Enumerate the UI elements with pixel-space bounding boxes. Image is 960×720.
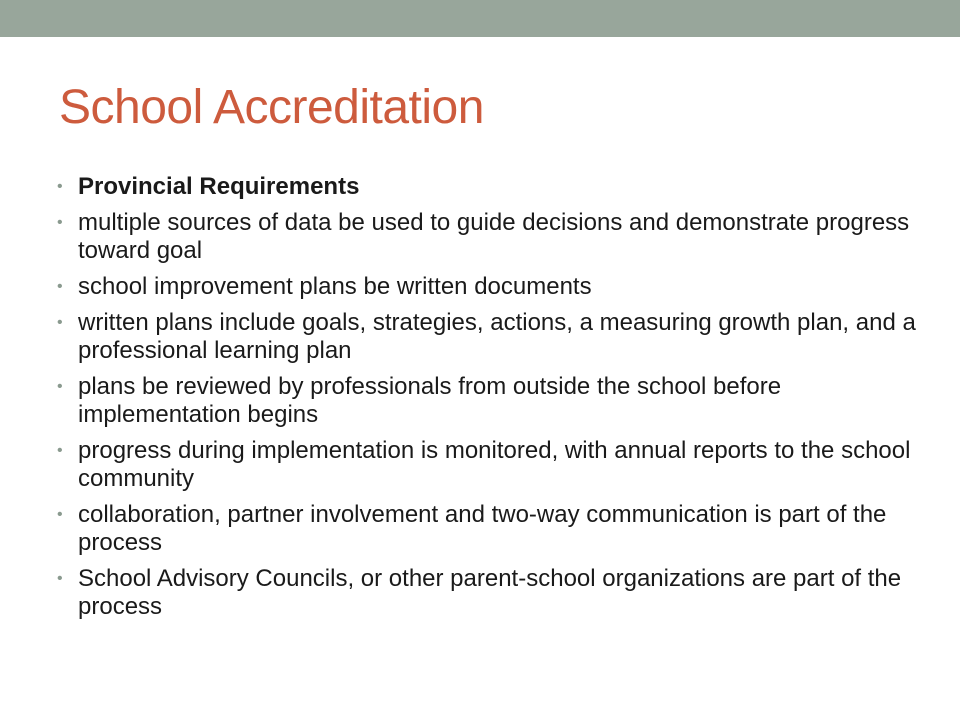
top-accent-bar [0, 0, 960, 37]
bullet-item [57, 437, 917, 493]
bullet-item [57, 501, 917, 557]
bullet-text: School Advisory Councils, or other parent-school organizations are part of the process [78, 565, 902, 620]
bullet-item [57, 173, 917, 201]
bullet-dot-icon: • [57, 378, 63, 395]
bullet-dot-icon: • [57, 314, 63, 331]
bullet-item [57, 209, 917, 265]
bullet-text: progress during implementation is monitored, with annual reports to the school community [78, 437, 911, 492]
bullet-item [57, 373, 917, 429]
bullet-dot-icon: • [57, 178, 63, 195]
bullet-text: collaboration, partner involvement and two-way communication is part of the process [78, 501, 887, 556]
bullet-dot-icon: • [57, 278, 63, 295]
bullet-item [57, 309, 917, 365]
bullet-dot-icon: • [57, 442, 63, 459]
bullet-text: written plans include goals, strategies, actions, a measuring growth plan, and a professional learning plan [78, 309, 916, 364]
bullet-item [57, 273, 917, 301]
bullet-list [57, 173, 917, 629]
bullet-dot-icon: • [57, 570, 63, 587]
bullet-text: multiple sources of data be used to guide decisions and demonstrate progress toward goal [78, 209, 910, 264]
bullet-dot-icon: • [57, 506, 63, 523]
slide-title: School Accreditation [59, 81, 484, 134]
bullet-item [57, 565, 917, 621]
bullet-text: Provincial Requirements [78, 173, 360, 200]
bullet-text: plans be reviewed by professionals from outside the school before implementation begins [78, 373, 782, 428]
bullet-dot-icon: • [57, 214, 63, 231]
bullet-text: school improvement plans be written documents [78, 273, 592, 300]
